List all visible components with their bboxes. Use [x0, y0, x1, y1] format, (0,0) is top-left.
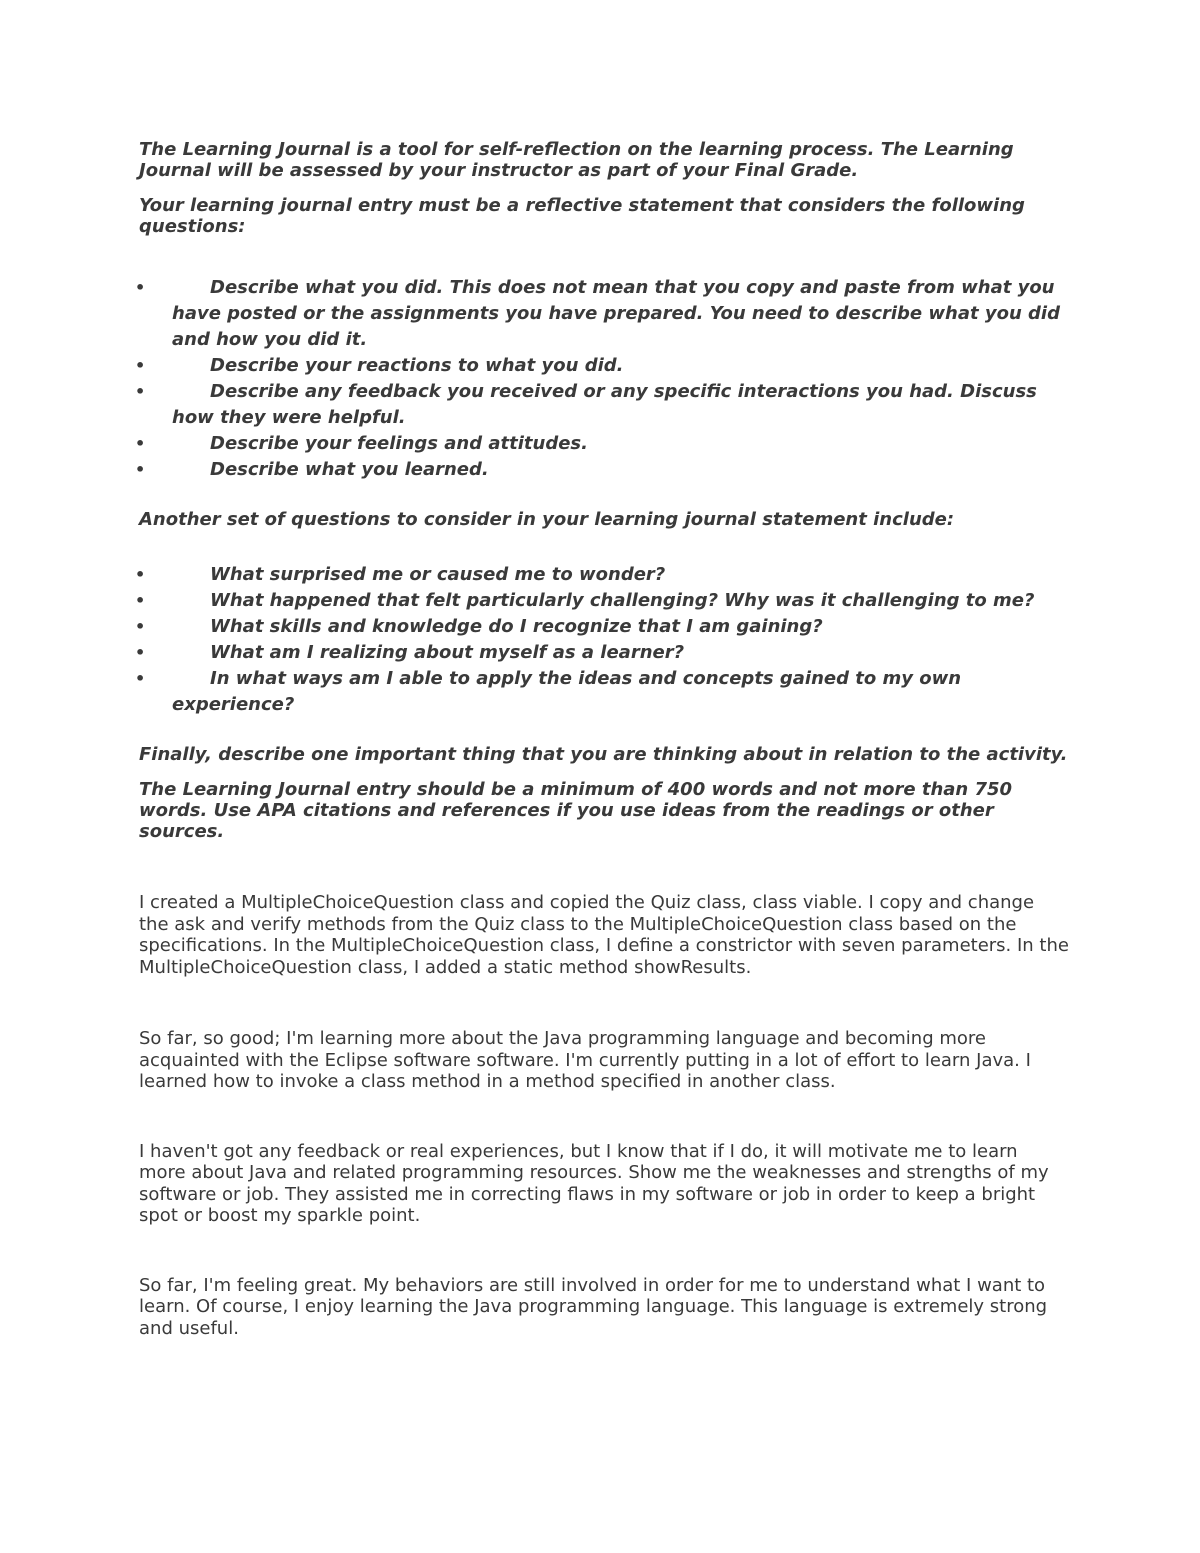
- list-item-text: In what ways am I able to apply the ideas and concepts gained to my own experience?: [172, 668, 962, 715]
- intro-paragraph-2: Your learning journal entry must be a reflective statement that considers the following questions:: [139, 195, 1025, 237]
- spacer: [139, 718, 1069, 744]
- list-item-text: Describe any feedback you received or any specific interactions you had. Discuss how they were helpful.: [172, 381, 1037, 428]
- bullet-icon: •: [135, 382, 146, 401]
- bullet-icon: •: [135, 434, 146, 453]
- list-item: [135, 614, 1069, 640]
- document-page: [135, 139, 1069, 1339]
- list-item-text: What happened that felt particularly challenging? Why was it challenging to me?: [210, 590, 1035, 611]
- list-item: [135, 640, 1069, 666]
- intro-paragraph-1: The Learning Journal is a tool for self-reflection on the learning process. The Learning Journal will be assessed by your instructor as part of your Final Grade.: [139, 139, 1014, 181]
- spacer: [139, 842, 1069, 892]
- spacer: [139, 530, 1069, 562]
- list-item-text: Describe your reactions to what you did.: [210, 355, 624, 376]
- spacer: [139, 978, 1069, 1028]
- bullet-icon: •: [135, 356, 146, 375]
- bullet-icon: •: [135, 460, 146, 479]
- journal-entry-paragraph: I haven't got any feedback or real experiences, but I know that if I do, it will motivate me to learn more about Java and related programming resources. Show me the weaknesses and strengths of my software or job. They assisted me in correcting flaws in my software or job in order to keep a bright spot or boost my sparkle point.: [139, 1140, 1049, 1226]
- bullet-icon: •: [135, 278, 146, 297]
- bullet-icon: •: [135, 643, 146, 662]
- list-item-text: Describe what you learned.: [210, 459, 489, 480]
- list-item-text: Describe what you did. This does not mean that you copy and paste from what you have posted or the assignments you have prepared. You need to describe what you did and how you did it.: [172, 277, 1060, 350]
- closing-paragraph-1: Finally, describe one important thing that you are thinking about in relation to the activity.: [139, 744, 1068, 765]
- journal-entry-paragraph: So far, I'm feeling great. My behaviors are still involved in order for me to understand what I want to learn. Of course, I enjoy learning the Java programming language. This language is extremely strong and useful.: [139, 1274, 1048, 1339]
- list-item: [135, 431, 1069, 457]
- bullet-icon: •: [135, 669, 146, 688]
- list-item: [135, 353, 1069, 379]
- journal-entry-paragraph: So far, so good; I'm learning more about the Java programming language and becoming more acquainted with the Eclipse software software. I'm currently putting in a lot of effort to learn Java. I learned how to invoke a class method in a method specified in another class.: [139, 1028, 1031, 1092]
- list-item-text: Describe your feelings and attitudes.: [210, 433, 588, 454]
- closing-paragraph-2: The Learning Journal entry should be a minimum of 400 words and not more than 750 words. Use APA citations and references if you use ideas from the readings or other sources.: [139, 779, 1013, 842]
- list-item: [135, 666, 1069, 718]
- list-item: [135, 588, 1069, 614]
- list-item: [135, 275, 1069, 353]
- list-item-text: What am I realizing about myself as a learner?: [210, 642, 685, 663]
- list-item-text: What skills and knowledge do I recognize that I am gaining?: [210, 616, 823, 637]
- spacer: [139, 1093, 1069, 1141]
- spacer: [139, 237, 1069, 275]
- list-item: [135, 562, 1069, 588]
- spacer: [139, 483, 1069, 509]
- additional-question-list: [135, 562, 1069, 718]
- questions2-intro: Another set of questions to consider in your learning journal statement include:: [139, 509, 955, 530]
- list-item: [135, 379, 1069, 431]
- bullet-icon: •: [135, 617, 146, 636]
- bullet-icon: •: [135, 591, 146, 610]
- reflection-question-list: [135, 275, 1069, 483]
- bullet-icon: •: [135, 565, 146, 584]
- list-item: [135, 457, 1069, 483]
- spacer: [139, 1227, 1069, 1275]
- journal-entry-paragraph: I created a MultipleChoiceQuestion class and copied the Quiz class, class viable. I copy and change the ask and verify methods from the Quiz class to the MultipleChoiceQuestion class based on the specifications. In the MultipleChoiceQuestion class, I define a constrictor with seven parameters. In the MultipleChoiceQuestion class, I added a static method showResults.: [139, 892, 1069, 978]
- list-item-text: What surprised me or caused me to wonder?: [210, 564, 666, 585]
